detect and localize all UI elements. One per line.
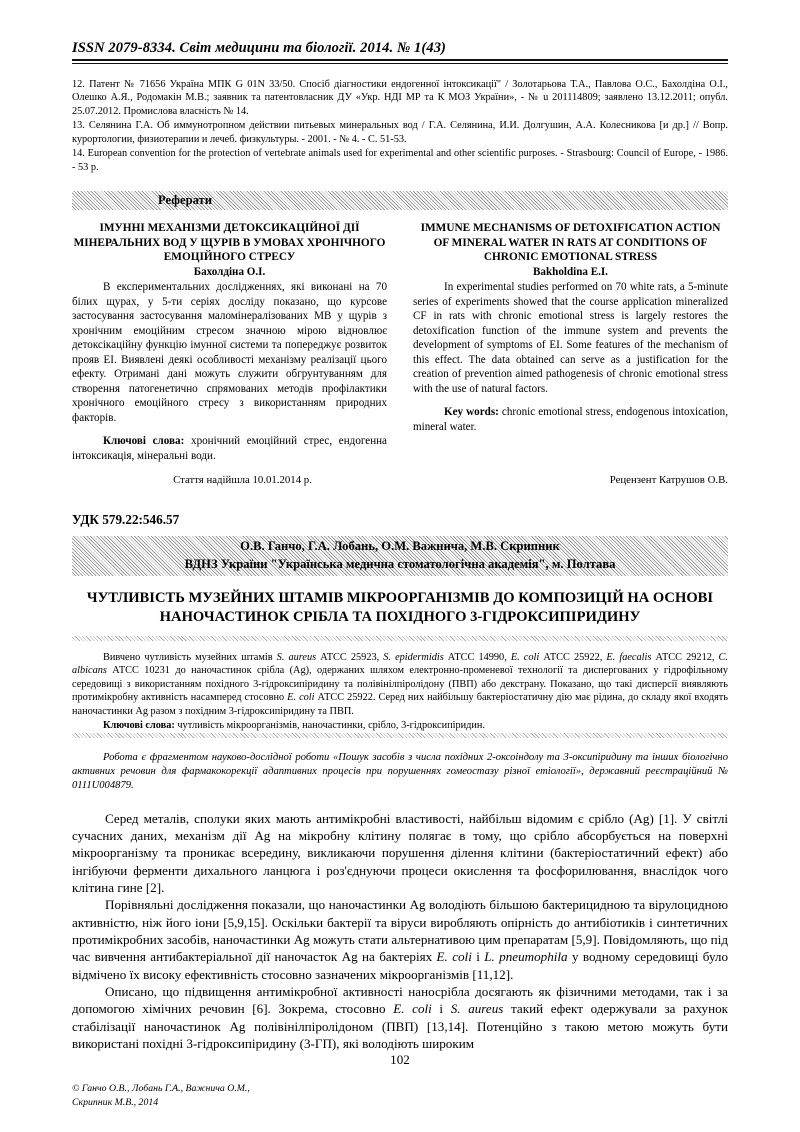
species-name: S. epidermidis — [383, 651, 444, 663]
keywords-text-uk: хронічний емоційний стрес, ендогенна інтоксикація, мінеральні води. — [72, 435, 387, 462]
keywords-text-en: chronic emotional stress, endogenous intoxication, mineral water. — [413, 406, 728, 433]
article-keywords — [72, 719, 728, 733]
body-run: Описано, що підвищення антимікробної активності наносрібла досягають як фізичними методами, так і за допомогою хімічних речовин [6]. Зокрема, стосовно — [72, 984, 728, 1017]
page-content — [72, 40, 728, 1052]
article-abstract — [72, 651, 728, 733]
article-keywords-text: чутливість мікроорганізмів, наночастинки, срібло, 3-гідроксипіридин. — [177, 720, 485, 732]
abstract-title-uk: ІМУННІ МЕХАНІЗМИ ДЕТОКСИКАЦІЙНОЇ ДІЇ МІНЕРАЛЬНИХ ВОД У ЩУРІВ В УМОВАХ ХРОНІЧНОГО ЕМОЦІЙНОГО СТРЕСУ — [73, 222, 386, 264]
keywords-label-en: Key words: — [444, 406, 499, 419]
body-run: Порівняльні дослідження показали, що наночастинки Ag володіють більшою бактерицидною та вірулоцидною активністю, ніж його іони [5,9,15]. Оскільки бактерії та віруси виробляють опірність до антибіотиків і синтетичних протимікробних засобів, наночастинки Ag можуть стати альтернативою цим препаратам [5,9]. Повідомляють, що під час вивчення антибактеріальної дії наночасток Ag на бактеріях — [72, 897, 728, 965]
abstract-footer — [72, 474, 728, 486]
abstract-rule-top — [72, 636, 728, 641]
species-name: E. coli — [436, 949, 472, 965]
body-paragraph — [72, 983, 728, 1052]
abstract-rule-bottom — [72, 733, 728, 738]
abstract-run: АТСС 10231 до наночастинок срібла (Ag), одержаних шляхом електронно-променевої технології та диспергованих у гідрофільному середовищі з використанням похідного 3-гідроксипіридину та полівінілпіролідону (ПВП) або декстрану. Показано, що такі дисперсії виявляють протимікробну активність насамперед стосовно — [72, 665, 728, 704]
running-head-rule-thin — [72, 63, 728, 64]
article-title: ЧУТЛИВІСТЬ МУЗЕЙНИХ ШТАМІВ МІКРООРГАНІЗМІВ ДО КОМПОЗИЦІЙ НА ОСНОВІ НАНОЧАСТИНОК СРІБЛА ТА ПОХІДНОГО 3-ГІДРОКСИПІРИДИНУ — [86, 589, 714, 625]
reference-list — [72, 78, 728, 175]
grant-note: Робота є фрагментом науково-дослідної роботи «Пошук засобів з числа похідних 2-оксоіндолу та 3-оксипіридину та інших біологічно активних речовин для фармакокорекції адаптивних процесів при порушеннях гомеостазу різної етіології», державний реєстраційний № 0111U004879. — [72, 752, 728, 792]
abstract-keywords-en — [413, 405, 728, 434]
species-name: E. faecalis — [606, 651, 652, 663]
abstract-run: АТСС 29212, — [651, 651, 719, 663]
abstract-run: АТСС 25923, — [316, 651, 384, 663]
abstract-columns — [72, 221, 728, 463]
species-name: S. aureus — [450, 1001, 504, 1017]
body-run: у водному середовищі було відмічено їх високу ефективність стосовно зазначених мікроорганізмів [11,12]. — [72, 949, 729, 982]
abstract-column-en — [413, 221, 728, 463]
abstract-title-en: IMMUNE MECHANISMS OF DETOXIFICATION ACTION OF MINERAL WATER IN RATS AT CONDITIONS OF CHRONIC EMOTIONAL STRESS — [420, 222, 721, 264]
abstract-author-uk: Бахолдіна О.І. — [193, 266, 266, 278]
abstract-author-en: Bakholdina E.I. — [533, 266, 608, 278]
copyright-notice — [72, 1082, 250, 1110]
abstract-body-uk: В експериментальних дослідженнях, які виконані на 70 білих щурах, у 5-ти серіях досліду показано, що курсове застосування застосування маломінералізованих МВ у щурів з хронічним емоційним стресом значною мірою відновлює детоксікаційну функцію імунної системи та попереджує розвиток прояв ЕІ. Виявлені деякі особливості механізму реалізації цього ефекту. Отримані дані можуть служити обгрунтуванням для створення патогенетично спрямованих методів профілактики хронічного емоційного стресу з використанням природних факторів. — [72, 281, 387, 424]
copyright-line-1: © Ганчо О.В., Лобань Г.А., Важнича О.М., — [72, 1083, 250, 1094]
body-run: і — [431, 1001, 451, 1017]
reference-item: 14. European convention for the protection of vertebrate animals used for experimental and other scientific purposes. - Strasbourg: Council of Europe, - 1986. - 53 p. — [72, 147, 728, 173]
abstract-body-en: In experimental studies performed on 70 white rats, a 5-minute series of experiments showed that the course application mineralized CF in rats with chronic emotional stress is largely restores the detoxification function of the immune system and prevents the development of symptoms of EI. Some features of the mechanism of this effect. The data obtained can serve as a justification for the creation of prevention aimed pathogenesis of chronic emotional stress with the use of natural factors. — [413, 281, 728, 395]
article-abstract-text — [72, 651, 728, 719]
species-name: E. coli — [287, 692, 315, 704]
running-head-rule-thick — [72, 59, 728, 61]
body-run: такий ефект одержували за рахунок стабілізації наночастинок Ag полівінілпіролідоном (ПВП) [13,14]. Потенційно з такою метою можуть бути використані похідні 3-гідроксипіридину (3-ГП), які володіють широким — [72, 1001, 728, 1052]
body-paragraph — [72, 810, 728, 897]
page-number: 102 — [390, 1052, 410, 1067]
species-name: L. pneumophila — [484, 949, 568, 965]
reviewer-name: Рецензент Катрушов О.В. — [609, 474, 728, 487]
abstracts-section-banner — [72, 191, 728, 210]
running-head: ISSN 2079-8334. Світ медицини та біології. 2014. № 1(43) — [72, 40, 446, 56]
submission-date: Стаття надійшла 10.01.2014 р. — [173, 474, 312, 487]
body-paragraph — [72, 896, 728, 983]
species-name: E. coli — [393, 1001, 432, 1017]
abstract-run: Вивчено чутливість музейних штамів — [103, 651, 277, 663]
article-authors: О.В. Ганчо, Г.А. Лобань, О.М. Важнича, М.В. Скрипник — [240, 539, 560, 554]
reference-item: 13. Селянина Г.А. Об иммунотропном действии питьевых минеральных вод / Г.А. Селянина, И.И. Долгушин, А.А. Колесникова [и др.] // Вопр. курортологии, физиотерапии и лечеб. физкультуры. - 2001. - № 4. - С. 51-53. — [72, 120, 728, 145]
article-keywords-label: Ключові слова: — [103, 720, 175, 732]
article-affiliation: ВДНЗ України "Українська медична стоматологічна академія", м. Полтава — [184, 556, 616, 571]
article-authors-banner — [72, 536, 728, 575]
abstracts-banner-label: Реферати — [158, 193, 212, 208]
species-name: C. albicans — [72, 651, 728, 677]
body-run: Серед металів, сполуки яких мають антимікробні властивості, найбільш відомим є срібло (Ag) [1]. У світлі сучасних даних, механізм дії Ag на мікробну клітину полягає в тому, що срібло абсорбується на поверхні мікроорганізму та проникає всередину, викликаючи порушення ділення клітини (бактеріостатичний ефект) або інгібуючи ферменти дихального ланцюга і роз'єднуючи процеси окислення та фосфорилювання, внаслідок чого клітина гине [2]. — [72, 810, 728, 895]
reference-item: 12. Патент № 71656 Україна МПК G 01N 33/50. Спосіб діагностики ендогенної інтоксикації" / Золотарьова Т.А., Павлова О.С., Бахолдіна О.І., Олешко А.Я., Родомакін М.В.; заявник та патентовласник ДУ «Укр. НДІ МР та К МОЗ України», - № u 201114809; заявлено 13.12.2011; опубл. 25.07.2012. Промислова власність № 14. — [72, 78, 728, 117]
abstract-column-uk — [72, 221, 387, 463]
body-run: і — [471, 949, 485, 965]
article-body — [72, 810, 728, 1053]
abstract-run: АТСС 14990, — [443, 651, 511, 663]
abstract-run: АТСС 25922. Серед них найбільшу бактеріостатичну дію має рідина, до складу якої входять наночастинки Ag разом з похідним 3-гідроксипіридину та ПВП. — [72, 692, 728, 717]
abstract-run: АТСС 25922, — [539, 651, 607, 663]
keywords-label-uk: Ключові слова: — [103, 435, 185, 448]
species-name: S. aureus — [276, 651, 317, 663]
udc-code: УДК 579.22:546.57 — [72, 512, 180, 528]
abstract-keywords-uk — [72, 434, 387, 463]
copyright-line-2: Скрипник М.В., 2014 — [72, 1097, 159, 1109]
species-name: E. coli — [510, 651, 540, 663]
